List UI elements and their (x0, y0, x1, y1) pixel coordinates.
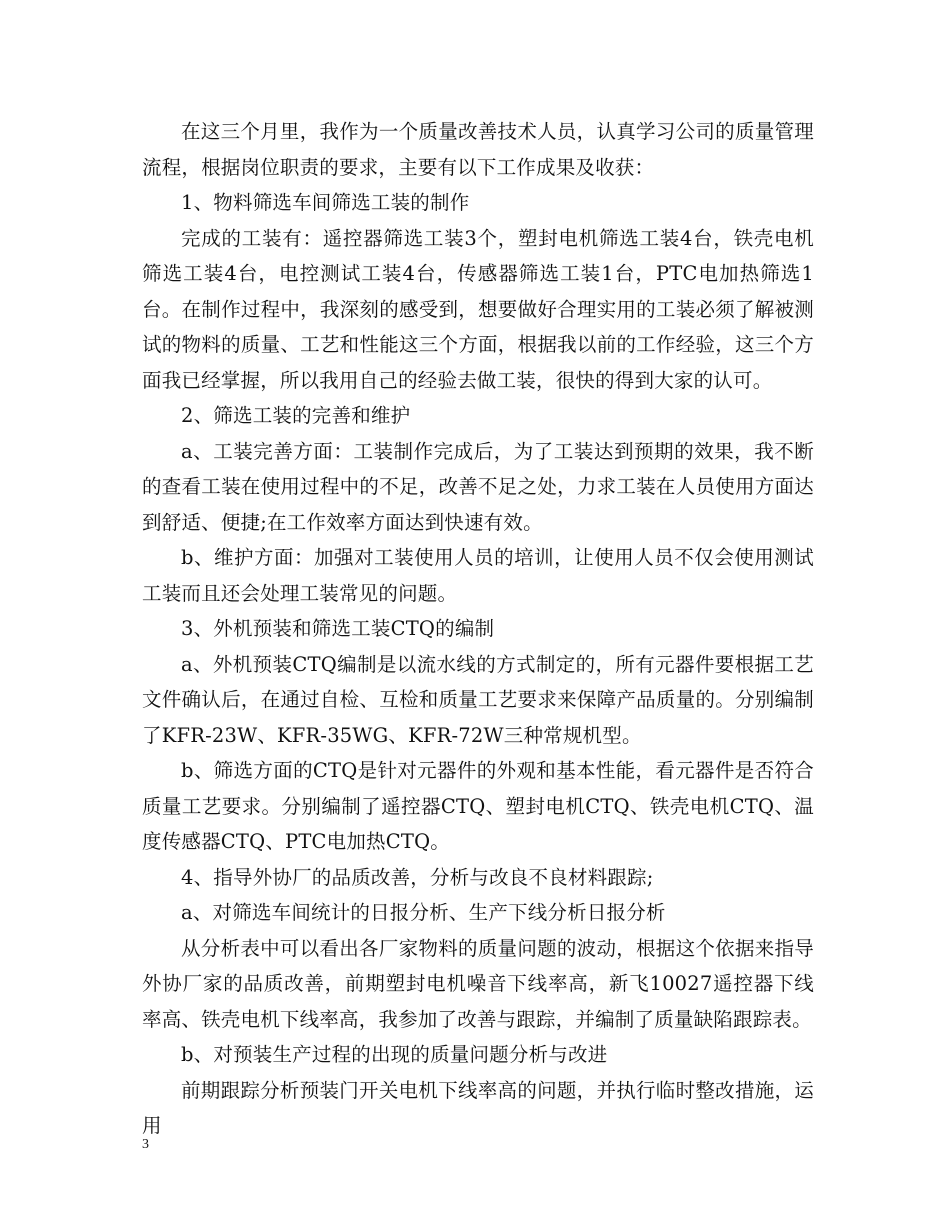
paragraph-supplier-quality: 从分析表中可以看出各厂家物料的质量问题的波动，根据这个依据来指导外协厂家的品质改善，前期塑封电机噪音下线率高，新飞10027遥控器下线率高、铁壳电机下线率高，我参加了改善与跟踪，并编制了质量缺陷跟踪表。 (142, 936, 814, 1031)
paragraph-intro: 在这三个月里，我作为一个质量改善技术人员，认真学习公司的质量管理流程，根据岗位职责的要求，主要有以下工作成果及收获： (142, 120, 814, 179)
paragraph-ctq-screening: b、筛选方面的CTQ是针对元器件的外观和基本性能，看元器件是否符合质量工艺要求。分别编制了遥控器CTQ、塑封电机CTQ、铁壳电机CTQ、温度传感器CTQ、PTC电加热CTQ。 (142, 759, 814, 853)
paragraph-daily-report-analysis: a、对筛选车间统计的日报分析、生产下线分析日报分析 (181, 901, 666, 924)
paragraph-fixture-maintenance: b、维护方面：加强对工装使用人员的培训，让使用人员不仅会使用测试工装而且还会处理工装常见的问题。 (142, 546, 814, 605)
page-number: 3 (142, 1137, 149, 1152)
document-body (142, 114, 814, 1144)
heading-section-2: 2、筛选工装的完善和维护 (181, 404, 411, 427)
paragraph-preassembly-issues: b、对预装生产过程的出现的质量问题分析与改进 (181, 1043, 608, 1066)
paragraph-fixture-improvement: a、工装完善方面：工装制作完成后，为了工装达到预期的效果，我不断的查看工装在使用过程中的不足，改善不足之处，力求工装在人员使用方面达到舒适、便捷;在工作效率方面达到快速有效。 (142, 439, 814, 534)
heading-section-3: 3、外机预装和筛选工装CTQ的编制 (181, 617, 495, 640)
heading-section-1: 1、物料筛选车间筛选工装的制作 (181, 191, 470, 214)
paragraph-fixtures-completed: 完成的工装有：遥控器筛选工装3个，塑封电机筛选工装4台，铁壳电机筛选工装4台，电控测试工装4台，传感器筛选工装1台，PTC电加热筛选1台。在制作过程中，我深刻的感受到，想要做好合理实用的工装必须了解被测试的物料的质量、工艺和性能这三个方面，根据我以前的工作经验，这三个方面我已经掌握，所以我用自己的经验去做工装，很快的得到大家的认可。 (142, 226, 814, 392)
paragraph-door-motor-tracking: 前期跟踪分析预装门开关电机下线率高的问题，并执行临时整改措施，运用 (142, 1078, 814, 1137)
paragraph-ctq-preassembly: a、外机预装CTQ编制是以流水线的方式制定的，所有元器件要根据工艺文件确认后，在通过自检、互检和质量工艺要求来保障产品质量的。分别编制了KFR-23W、KFR-35WG、KFR-72W三种常规机型。 (142, 652, 814, 747)
heading-section-4: 4、指导外协厂的品质改善，分析与改良不良材料跟踪; (181, 865, 654, 889)
